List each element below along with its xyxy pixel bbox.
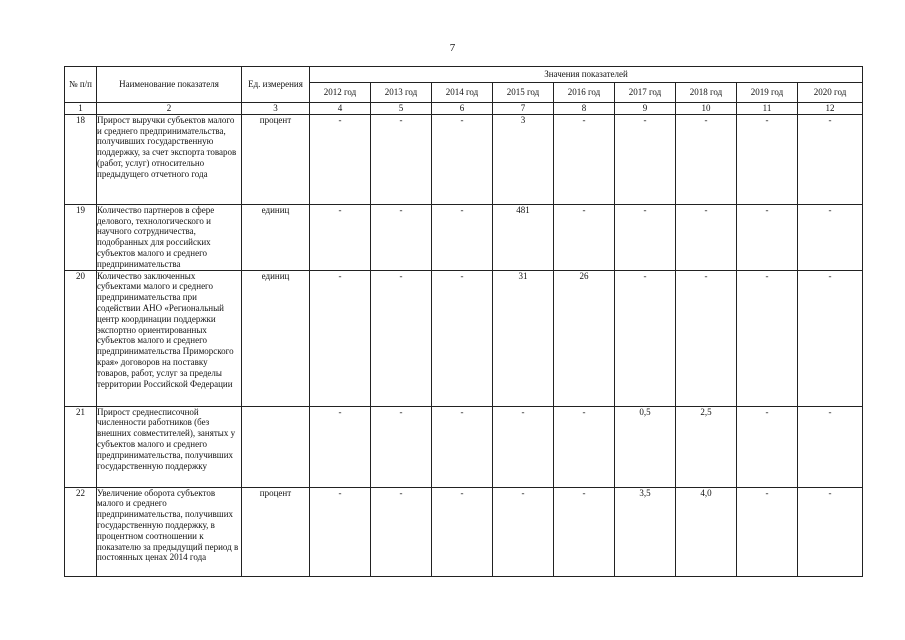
column-number: 8 — [554, 103, 615, 115]
header-num: № п/п — [65, 67, 97, 103]
value-cell: - — [798, 406, 863, 487]
value-cell: - — [615, 270, 676, 406]
value-cell: - — [798, 487, 863, 576]
table-row — [65, 487, 863, 576]
header-year: 2014 год — [432, 83, 493, 103]
column-number: 1 — [65, 103, 97, 115]
value-cell: - — [371, 114, 432, 204]
column-number: 10 — [676, 103, 737, 115]
value-cell: - — [798, 270, 863, 406]
value-cell: - — [737, 204, 798, 270]
value-cell: - — [310, 270, 371, 406]
row-number: 22 — [65, 487, 97, 576]
column-number: 3 — [242, 103, 310, 115]
row-number: 20 — [65, 270, 97, 406]
value-cell: - — [493, 406, 554, 487]
value-cell: - — [310, 114, 371, 204]
value-cell: 3,5 — [615, 487, 676, 576]
row-number: 21 — [65, 406, 97, 487]
value-cell: - — [676, 114, 737, 204]
value-cell: - — [432, 487, 493, 576]
header-unit: Ед. измерения — [242, 67, 310, 103]
indicator-name: Прирост выручки субъектов малого и среднего предпринимательства, получивших государственную поддержку, за счет экспорта товаров (работ, услуг) относительно предыдущего отчетного года — [97, 114, 242, 204]
value-cell: - — [737, 270, 798, 406]
value-cell: 0,5 — [615, 406, 676, 487]
header-year: 2013 год — [371, 83, 432, 103]
value-cell: - — [554, 406, 615, 487]
table-row — [65, 204, 863, 270]
value-cell: - — [554, 114, 615, 204]
column-number: 11 — [737, 103, 798, 115]
value-cell: - — [676, 270, 737, 406]
column-number: 2 — [97, 103, 242, 115]
value-cell: - — [737, 487, 798, 576]
column-number: 4 — [310, 103, 371, 115]
value-cell: - — [798, 204, 863, 270]
header-year: 2015 год — [493, 83, 554, 103]
value-cell: - — [737, 406, 798, 487]
value-cell: - — [615, 114, 676, 204]
column-number: 9 — [615, 103, 676, 115]
value-cell: - — [798, 114, 863, 204]
value-cell: - — [371, 406, 432, 487]
header-year: 2017 год — [615, 83, 676, 103]
value-cell: - — [554, 204, 615, 270]
unit-cell: единиц — [242, 204, 310, 270]
value-cell: - — [737, 114, 798, 204]
value-cell: - — [310, 487, 371, 576]
page-number: 7 — [449, 42, 456, 54]
column-number: 12 — [798, 103, 863, 115]
value-cell: - — [615, 204, 676, 270]
table-row — [65, 270, 863, 406]
indicator-name: Количество партнеров в сфере делового, технологического и научного сотрудничества, подобранных для российских субъектов малого и среднего предпринимательства — [97, 204, 242, 270]
value-cell: - — [371, 204, 432, 270]
indicator-name: Количество заключенных субъектами малого и среднего предпринимательства при содействии АНО «Региональный центр координации поддержки экспортно ориентированных субъектов малого и среднего предпринимательства Приморского края» договоров на поставку товаров, работ, услуг за пределы территории Российской Федерации — [97, 270, 242, 406]
header-values-group: Значения показателей — [310, 67, 863, 83]
unit-cell — [242, 406, 310, 487]
header-year: 2020 год — [798, 83, 863, 103]
indicator-name: Прирост среднесписочной численности работников (без внешних совместителей), занятых у субъектов малого и среднего предпринимательства, получивших государственную поддержку — [97, 406, 242, 487]
unit-cell: процент — [242, 114, 310, 204]
column-number: 5 — [371, 103, 432, 115]
table-row — [65, 114, 863, 204]
value-cell: 31 — [493, 270, 554, 406]
value-cell: - — [432, 114, 493, 204]
value-cell: - — [371, 270, 432, 406]
table-row — [65, 406, 863, 487]
row-number: 19 — [65, 204, 97, 270]
value-cell: 26 — [554, 270, 615, 406]
value-cell: 2,5 — [676, 406, 737, 487]
value-cell: - — [432, 270, 493, 406]
header-year: 2016 год — [554, 83, 615, 103]
indicator-name: Увеличение оборота субъектов малого и среднего предпринимательства, получивших государственную поддержку, в процентном соотношении к показателю за предыдущий период в постоянных ценах 2014 года — [97, 487, 242, 576]
column-number: 6 — [432, 103, 493, 115]
value-cell: - — [371, 487, 432, 576]
value-cell: - — [676, 204, 737, 270]
value-cell: - — [432, 406, 493, 487]
value-cell: - — [310, 406, 371, 487]
header-year: 2012 год — [310, 83, 371, 103]
value-cell: - — [493, 487, 554, 576]
header-year: 2019 год — [737, 83, 798, 103]
column-number: 7 — [493, 103, 554, 115]
value-cell: - — [310, 204, 371, 270]
value-cell: 481 — [493, 204, 554, 270]
unit-cell: единиц — [242, 270, 310, 406]
row-number: 18 — [65, 114, 97, 204]
value-cell: - — [554, 487, 615, 576]
unit-cell: процент — [242, 487, 310, 576]
value-cell: 4,0 — [676, 487, 737, 576]
header-year: 2018 год — [676, 83, 737, 103]
indicators-table — [64, 66, 863, 577]
value-cell: 3 — [493, 114, 554, 204]
header-name: Наименование показателя — [97, 67, 242, 103]
value-cell: - — [432, 204, 493, 270]
